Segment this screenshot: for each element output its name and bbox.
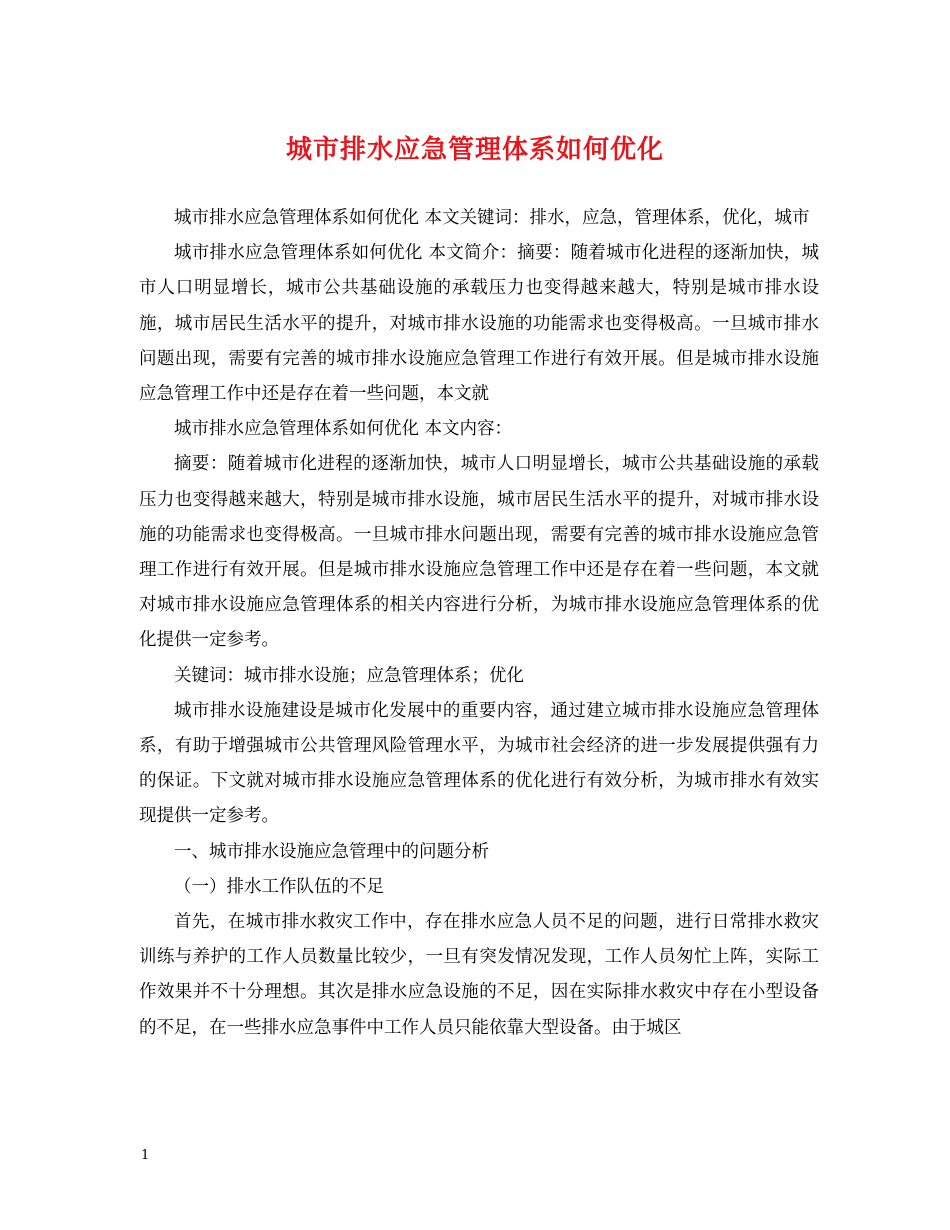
paragraph-introduction: 城市排水设施建设是城市化发展中的重要内容，通过建立城市排水设施应急管理体系，有助于增强城市公共管理风险管理水平，为城市社会经济的进一步发展提供强有力的保证。下文就对城市排水设施应急管理体系的优化进行有效分析，为城市排水有效实现提供一定参考。	[139, 700, 819, 827]
paragraph-body: 首先，在城市排水救灾工作中，存在排水应急人员不足的问题，进行日常排水救灾训练与养护的工作人员数量比较少，一旦有突发情况发现，工作人员匆忙上阵，实际工作效果并不十分理想。其次是排水应急设施的不足，因在实际排水救灾中存在小型设备的不足，在一些排水应急事件中工作人员只能依靠大型设备。由于城区	[139, 912, 819, 1038]
paragraph-keywords-intro: 城市排水应急管理体系如何优化 本文关键词：排水，应急，管理体系，优化，城市	[174, 208, 810, 228]
document-body	[139, 201, 819, 1046]
subsection-heading: （一）排水工作队伍的不足	[174, 876, 384, 897]
section-heading: 一、城市排水设施应急管理中的问题分析	[174, 841, 489, 862]
paragraph-keywords: 关键词：城市排水设施；应急管理体系；优化	[174, 665, 524, 686]
paragraph-summary-intro: 城市排水应急管理体系如何优化 本文简介：摘要：随着城市化进程的逐渐加快，城市人口明显增长，城市公共基础设施的承载压力也变得越来越大，特别是城市排水设施，城市居民生活水平的提升，对城市排水设施的功能需求也变得极高。一旦城市排水问题出现，需要有完善的城市排水设施应急管理工作进行有效开展。但是城市排水设施应急管理工作中还是存在着一些问题，本文就	[139, 243, 819, 405]
page-number: 1	[141, 1148, 150, 1163]
paragraph-abstract: 摘要：随着城市化进程的逐渐加快，城市人口明显增长，城市公共基础设施的承载压力也变得越来越大，特别是城市排水设施，城市居民生活水平的提升，对城市排水设施的功能需求也变得极高。一旦城市排水问题出现，需要有完善的城市排水设施应急管理工作进行有效开展。但是城市排水设施应急管理工作中还是存在着一些问题，本文就对城市排水设施应急管理体系的相关内容进行分析，为城市排水设施应急管理体系的优化提供一定参考。	[139, 454, 819, 651]
document-title: 城市排水应急管理体系如何优化	[285, 135, 664, 165]
paragraph-content-heading: 城市排水应急管理体系如何优化 本文内容：	[174, 419, 513, 440]
